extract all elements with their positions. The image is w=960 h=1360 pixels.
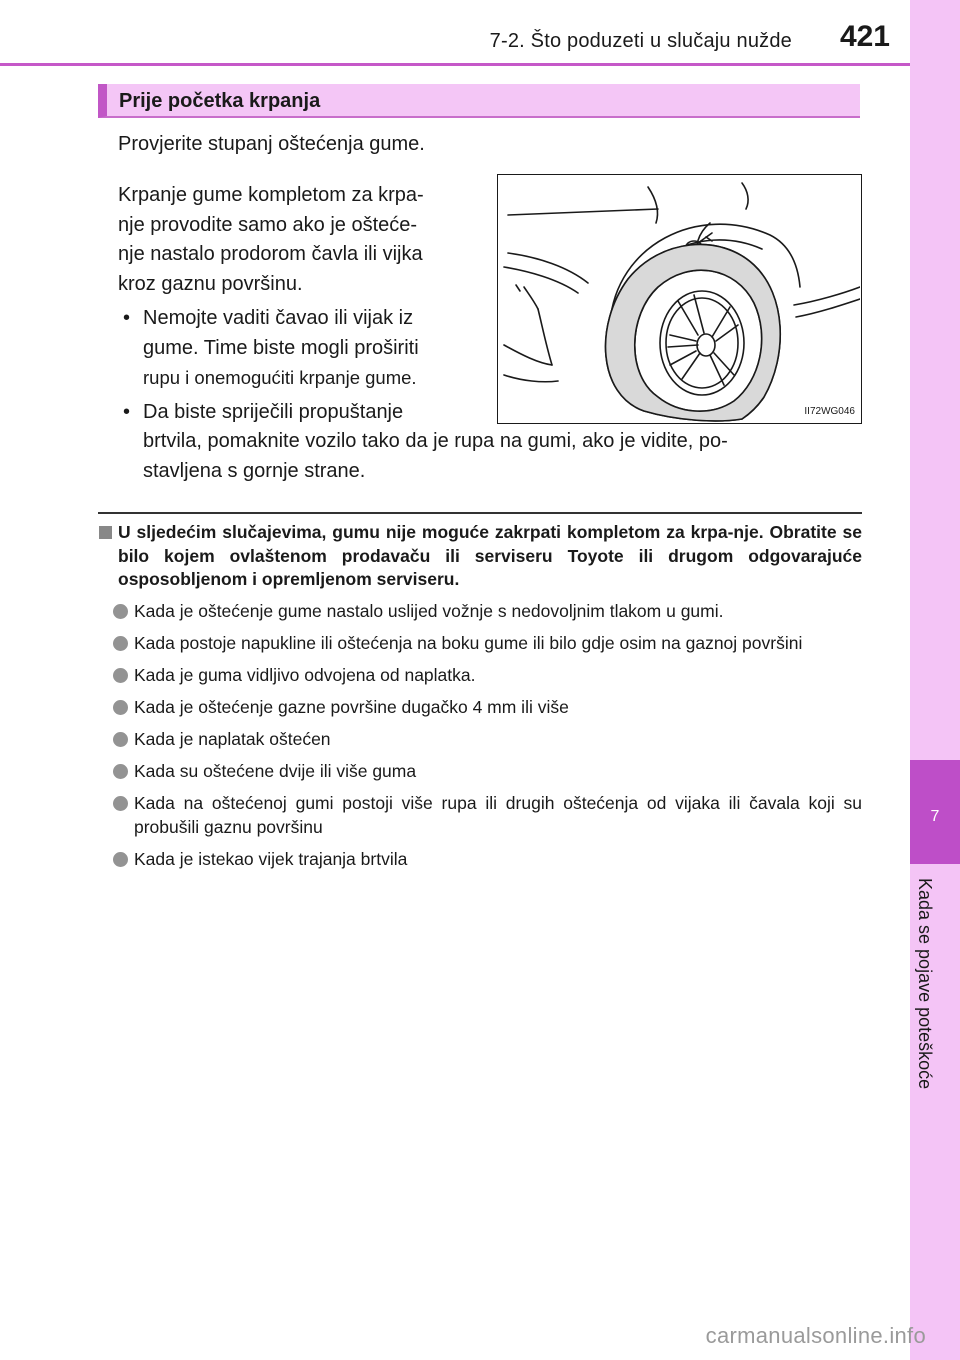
page-number: 421 [839,20,890,53]
note-block [98,521,862,871]
bullet-line: stavljena s gornje strane. [143,459,366,482]
section-paragraph [118,181,486,299]
list-item [98,696,862,720]
header-rule [0,63,910,66]
bullet-line: gume. Time biste mogli proširiti [143,336,419,359]
bullet-line: Nemojte vaditi čavao ili vijak iz [143,307,414,329]
bullet-dot-icon [113,732,128,747]
header-title: 7-2. Što poduzeti u slučaju nužde [489,30,792,52]
note-items [98,600,862,871]
side-tab-chapter-title: Kada se pojave poteškoće [915,878,935,1090]
side-tab [910,0,960,1360]
bullet-line: Da biste spriječili propuštanje [143,400,404,423]
note-item-text: Kada su oštećene dvije ili više guma [134,761,417,781]
bullet-marker: • [123,400,131,423]
paragraph-line: Krpanje gume kompletom za krpa- [118,184,424,206]
bullet-dot-icon [113,604,128,619]
note-item-text: Kada je oštećenje gazne površine dugačko 4 mm ili više [134,697,569,717]
note-item-text: Kada je oštećenje gume nastalo uslijed vožnje s nedovoljnim tlakom u gumi. [134,601,724,621]
list-item [98,848,862,872]
bullet-dot-icon [113,764,128,779]
bullet-dot-icon [113,700,128,715]
note-item-text: Kada postoje napukline ili oštećenja na boku gume ili bilo gdje osim na gaznoj površini [134,633,803,653]
paragraph-line: kroz gaznu površinu. [118,272,303,295]
bullet-dot-icon [113,636,128,651]
paragraph-line: nje nastalo prodorom čavla ili vijka [118,243,423,265]
list-item [98,728,862,752]
bullet-marker: • [123,307,131,329]
list-item [98,632,862,656]
note-item-text: Kada je naplatak oštećen [134,729,331,749]
section-title: Prije početka krpanja [119,90,321,112]
note-item-text: Kada je istekao vijek trajanja brtvila [134,848,408,869]
figure-code: II72WG046 [804,406,855,417]
note-heading-text: U sljedećim slučajevima, gumu nije moguće zakrpati kompletom za krpa-nje. Obratite se bilo kojem ovlaštenom prodavaču ili serviseru Toyote ili drugom odgovarajuće osposobljenom i opremljenom serviseru. [118,522,862,589]
list-item [98,600,862,624]
flat-tire-with-nail-icon [498,175,860,422]
list-item [98,664,862,688]
side-tab-number: 7 [930,808,940,825]
note-square-icon [99,526,112,539]
bullet-line: brtvila, pomaknite vozilo tako da je rupa na gumi, ako je vidite, po- [143,430,728,452]
flat-tire-figure [497,174,862,424]
note-heading [98,521,862,592]
bullet-dot-icon [113,668,128,683]
paragraph-line: nje provodite samo ako je ošteće- [118,213,418,236]
section-divider [98,512,862,514]
list-item [98,760,862,784]
note-item-text: Kada na oštećenoj gumi postoji više rupa ili drugih oštećenja od vijaka ili čavala koji su probušili gaznu površinu [134,793,862,837]
section-intro: Provjerite stupanj oštećenja gume. [118,133,425,155]
bullet-dot-icon [113,852,128,867]
note-item-text: Kada je guma vidljivo odvojena od naplatka. [134,665,476,685]
section-title-bar [98,84,860,118]
footer-watermark: carmanualsonline.info [705,1323,926,1348]
bullet-line: rupu i onemogućiti krpanje gume. [143,367,417,388]
bullet-dot-icon [113,796,128,811]
list-item [98,792,862,839]
